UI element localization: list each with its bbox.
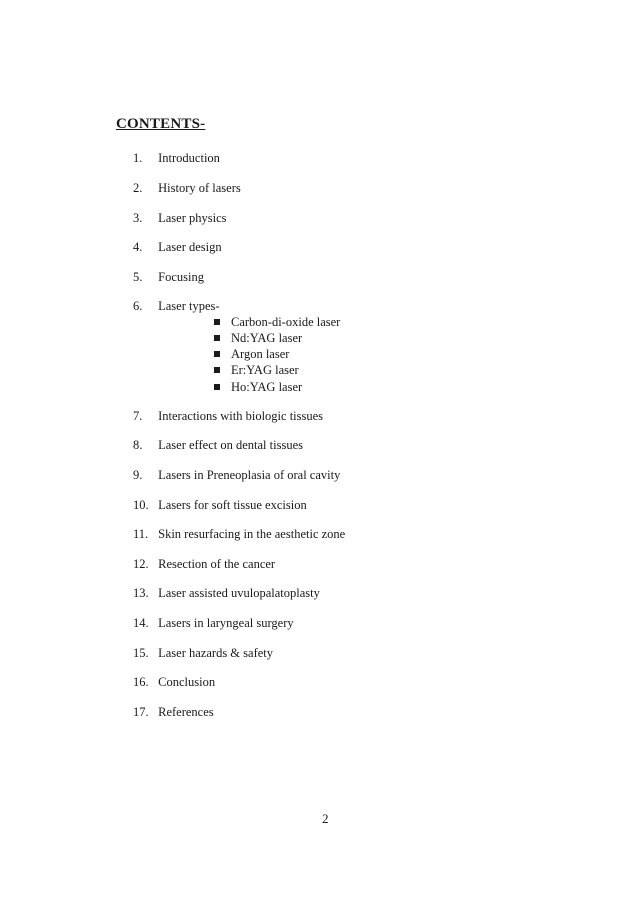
toc-item: 6. Laser types- (133, 299, 220, 313)
square-bullet-icon (214, 367, 220, 373)
square-bullet-icon (214, 384, 220, 390)
toc-item: 11. Skin resurfacing in the aesthetic zone (133, 527, 346, 541)
laser-type-item: Argon laser (214, 346, 289, 362)
toc-item: 2. History of lasers (133, 181, 241, 195)
contents-heading: CONTENTS- (116, 116, 206, 132)
laser-type-item: Carbon-di-oxide laser (214, 314, 340, 330)
toc-item: 7. Interactions with biologic tissues (133, 409, 324, 423)
laser-type-item: Nd:YAG laser (214, 330, 302, 346)
toc-item: 5. Focusing (133, 270, 204, 284)
toc-item: 3. Laser physics (133, 211, 227, 225)
toc-item: 4. Laser design (133, 240, 222, 254)
laser-type-item: Er:YAG laser (214, 362, 299, 378)
square-bullet-icon (214, 351, 220, 357)
toc-item: 17. References (133, 705, 214, 719)
toc-item: 12. Resection of the cancer (133, 557, 276, 571)
toc-item: 8. Laser effect on dental tissues (133, 438, 303, 452)
toc-item: 14. Lasers in laryngeal surgery (133, 616, 294, 630)
square-bullet-icon (214, 335, 220, 341)
laser-type-item: Ho:YAG laser (214, 379, 302, 395)
toc-item: 10. Lasers for soft tissue excision (133, 498, 307, 512)
page-number: 2 (322, 811, 329, 826)
toc-item: 13. Laser assisted uvulopalatoplasty (133, 586, 320, 600)
toc-item: 15. Laser hazards & safety (133, 646, 273, 660)
toc-item: 1. Introduction (133, 151, 220, 165)
toc-item: 9. Lasers in Preneoplasia of oral cavity (133, 468, 341, 482)
square-bullet-icon (214, 319, 220, 325)
toc-item: 16. Conclusion (133, 675, 216, 689)
